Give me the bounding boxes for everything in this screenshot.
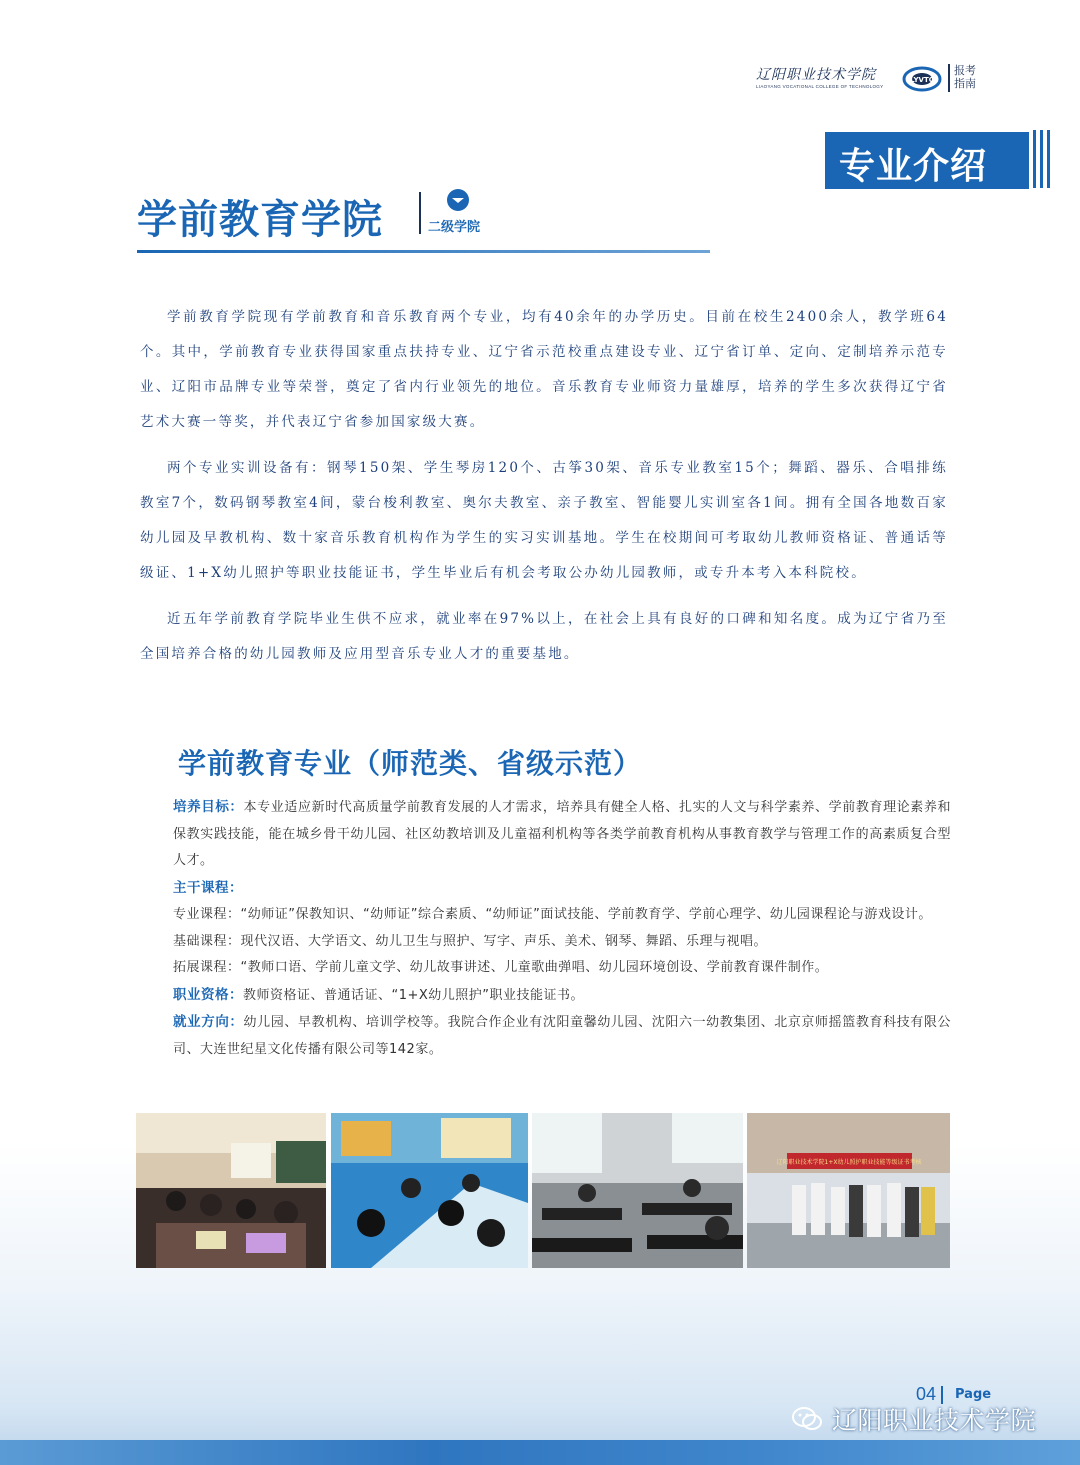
program-title: 学前教育专业（师范类、省级示范） — [178, 747, 643, 780]
section-banner — [825, 132, 1029, 189]
main-courses-label: 主干课程： — [173, 879, 243, 896]
wechat-account-name: 辽阳职业技术学院 — [832, 1406, 1037, 1435]
training-goal-text: 本专业适应新时代高质量学前教育发展的人才需求，培养具有健全人格、扎实的人文与科学素养、学前教育理论素养和保教实践技能，能在城乡骨干幼儿园、社区幼教培训及儿童福利机构等各类学前教育机构从事教育教学与管理工作的高素质复合型人才。 — [173, 800, 951, 868]
main-courses — [137, 875, 951, 903]
group-photo-banner-text: 辽阳职业技术学院1+X幼儿照护职业技能等级证书考核 — [776, 1159, 922, 1166]
piano-room-photo — [532, 1113, 743, 1268]
activity-floor-photo — [331, 1113, 528, 1268]
employment — [137, 1009, 951, 1063]
intro-section — [140, 300, 948, 683]
secondary-college-label: 二级学院 — [428, 220, 481, 235]
wechat-watermark — [792, 1402, 1036, 1436]
intro-paragraph: 近五年学前教育学院毕业生供不应求，就业率在97%以上，在社会上具有良好的口碑和知名度。成为辽宁省乃至全国培养合格的幼儿园教师及应用型音乐专业人才的重要基地。 — [140, 611, 948, 662]
guide-label: 报考指南 — [954, 64, 976, 90]
page-number: 04 — [916, 1384, 937, 1404]
basic-courses: 基础课程：现代汉语、大学语文、幼儿卫生与照护、写字、声乐、美术、钢琴、舞蹈、乐理与视唱。 — [173, 933, 768, 949]
group-photo — [747, 1113, 950, 1268]
college-header — [756, 62, 986, 98]
chevron-down-icon — [446, 188, 470, 212]
college-name-en: LIAOYANG VOCATIONAL COLLEGE OF TECHNOLOGY — [756, 84, 884, 89]
intro-paragraph: 学前教育学院现有学前教育和音乐教育两个专业，均有40余年的办学历史。目前在校生2400余人，教学班64个。其中，学前教育专业获得国家重点扶持专业、辽宁省示范校重点建设专业、辽宁省订单、定向、定制培养示范专业、辽阳市品牌专业等荣誉，奠定了省内行业领先的地位。音乐教育专业师资力量雄厚，培养的学生多次获得辽宁省艺术大赛一等奖，并代表辽宁省参加国家级大赛。 — [140, 309, 948, 430]
college-logo-icon — [902, 64, 942, 94]
photo-strip — [136, 1113, 950, 1268]
qualification — [137, 982, 951, 1010]
secondary-college-tag — [428, 188, 490, 236]
school-title: 学前教育学院 — [137, 197, 383, 243]
program-section — [137, 794, 951, 1063]
employment-text: 幼儿园、早教机构、培训学校等。我院合作企业有沈阳童馨幼儿园、沈阳六一幼教集团、北京京师摇篮教育科技有限公司、大连世纪星文化传播有限公司等142家。 — [173, 1015, 951, 1057]
title-separator — [419, 192, 421, 234]
training-goal — [137, 794, 951, 875]
college-name: 辽阳职业技术学院 — [756, 67, 876, 83]
qualification-text: 教师资格证、普通话证、“1+X幼儿照护”职业技能证书。 — [243, 987, 585, 1003]
logo-text: LYVTC — [910, 76, 934, 84]
header-divider — [948, 64, 950, 92]
employment-label: 就业方向： — [173, 1014, 244, 1030]
extended-courses: 拓展课程：“教师口语、学前儿童文学、幼儿故事讲述、儿童歌曲弹唱、幼儿园环境创设、学前教育课件制作。 — [173, 960, 829, 975]
banner-bars-decoration — [1033, 130, 1050, 188]
qualification-label: 职业资格： — [173, 986, 243, 1003]
professional-courses: 专业课程：“幼师证”保教知识、“幼师证”综合素质、“幼师证”面试技能、学前教育学、学前心理学、幼儿园课程论与游戏设计。 — [173, 907, 932, 922]
intro-paragraph: 两个专业实训设备有：钢琴150架、学生琴房120个、古筝30架、音乐专业教室15个；舞蹈、器乐、合唱排练教室7个，数码钢琴教室4间，蒙台梭利教室、奥尔夫教室、亲子教室、智能婴儿实训室各1间。拥有全国各地数百家幼儿园及早教机构、数十家音乐教育机构作为学生的实习实训基地。学生在校期间可考取幼儿教师资格证、普通话等级证、1+X幼儿照护等职业技能证书，学生毕业后有机会考取公办幼儿园教师，或专升本考入本科院校。 — [140, 460, 948, 581]
section-banner-label: 专业介绍 — [839, 146, 988, 187]
page-word: Page — [955, 1387, 992, 1402]
wechat-icon — [792, 1406, 822, 1432]
training-goal-label: 培养目标： — [173, 799, 244, 815]
title-underline — [137, 250, 710, 253]
classroom-photo — [136, 1113, 326, 1268]
bottom-decoration-strip — [0, 1440, 1080, 1465]
